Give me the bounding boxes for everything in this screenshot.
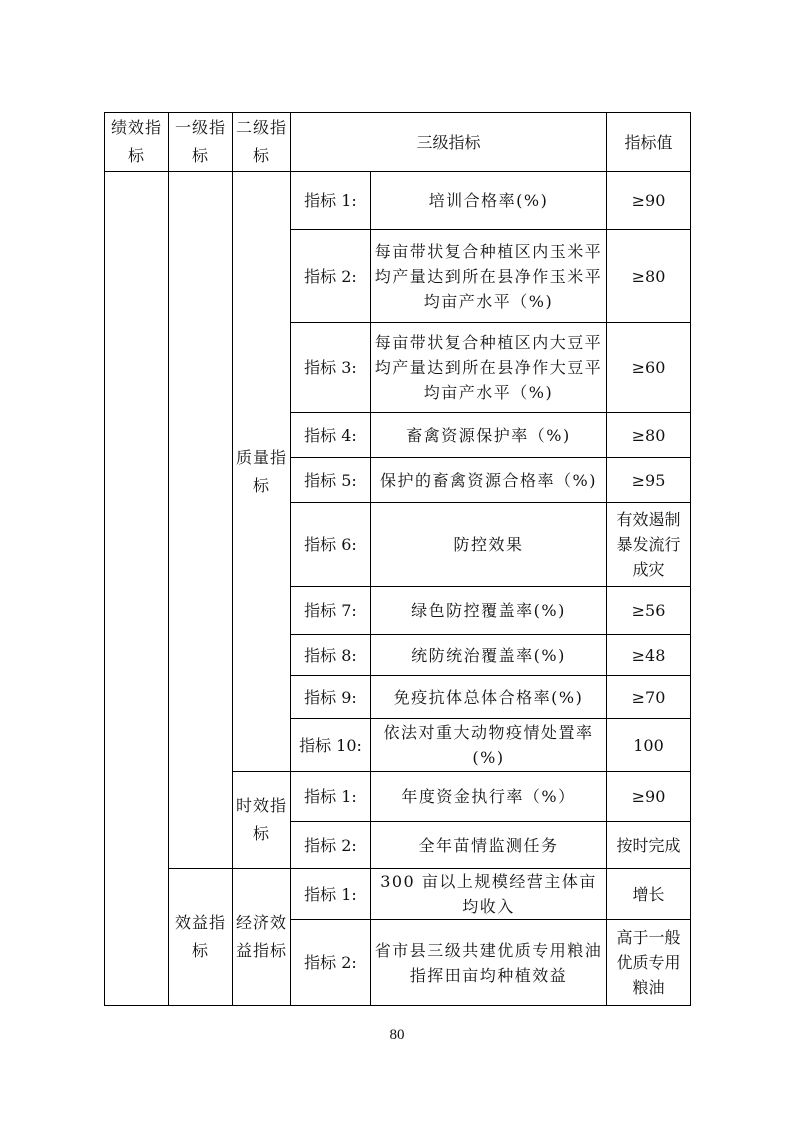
indicator-label: 指标 10: <box>291 719 371 772</box>
indicator-value: ≥90 <box>607 172 691 230</box>
indicator-value: ≥80 <box>607 230 691 323</box>
indicator-description: 300 亩以上规模经营主体亩均收入 <box>371 869 607 920</box>
indicator-value: ≥56 <box>607 587 691 635</box>
indicator-label: 指标 6: <box>291 503 371 587</box>
indicator-description: 保护的畜禽资源合格率（%) <box>371 458 607 503</box>
table-header-row <box>105 113 691 172</box>
indicator-description: 年度资金执行率（%） <box>371 772 607 822</box>
indicator-description: 畜禽资源保护率（%) <box>371 413 607 458</box>
indicator-label: 指标 8: <box>291 635 371 676</box>
header-value: 指标值 <box>607 113 691 172</box>
indicator-label: 指标 4: <box>291 413 371 458</box>
indicator-value: ≥95 <box>607 458 691 503</box>
header-performance: 绩效指标 <box>105 113 169 172</box>
indicator-label: 指标 1: <box>291 772 371 822</box>
quality-indicator-cell: 质量指标 <box>233 172 291 772</box>
indicator-label: 指标 3: <box>291 323 371 413</box>
page-number: 80 <box>389 1027 405 1043</box>
header-level1: 一级指标 <box>169 113 233 172</box>
indicator-value: 按时完成 <box>607 822 691 869</box>
performance-cell-empty <box>105 172 169 1006</box>
table-row <box>105 172 691 230</box>
indicator-value: ≥80 <box>607 413 691 458</box>
indicator-label: 指标 2: <box>291 230 371 323</box>
indicator-description: 每亩带状复合种植区内玉米平均产量达到所在县净作玉米平均亩产水平（%) <box>371 230 607 323</box>
indicator-value: 100 <box>607 719 691 772</box>
indicator-label: 指标 5: <box>291 458 371 503</box>
indicator-description: 培训合格率(%) <box>371 172 607 230</box>
indicator-description: 统防统治覆盖率(%) <box>371 635 607 676</box>
indicator-description: 省市县三级共建优质专用粮油指挥田亩均种植效益 <box>371 920 607 1006</box>
indicator-description: 全年苗情监测任务 <box>371 822 607 869</box>
indicator-description: 免疫抗体总体合格率(%) <box>371 676 607 719</box>
header-level2: 二级指标 <box>233 113 291 172</box>
indicator-description: 防控效果 <box>371 503 607 587</box>
table-row <box>105 869 691 920</box>
indicator-label: 指标 2: <box>291 920 371 1006</box>
indicator-label: 指标 9: <box>291 676 371 719</box>
indicator-value: ≥60 <box>607 323 691 413</box>
indicator-value: ≥90 <box>607 772 691 822</box>
indicator-description: 绿色防控覆盖率(%) <box>371 587 607 635</box>
indicator-label: 指标 1: <box>291 172 371 230</box>
indicator-label: 指标 7: <box>291 587 371 635</box>
indicator-label: 指标 1: <box>291 869 371 920</box>
indicator-value: 有效遏制暴发流行成灾 <box>607 503 691 587</box>
indicator-description: 每亩带状复合种植区内大豆平均产量达到所在县净作大豆平均亩产水平（%) <box>371 323 607 413</box>
indicator-value: 高于一般优质专用粮油 <box>607 920 691 1006</box>
indicator-value: ≥48 <box>607 635 691 676</box>
timeliness-indicator-cell: 时效指标 <box>233 772 291 869</box>
indicator-label: 指标 2: <box>291 822 371 869</box>
indicator-description: 依法对重大动物疫情处置率(%) <box>371 719 607 772</box>
indicator-value: ≥70 <box>607 676 691 719</box>
indicator-value: 增长 <box>607 869 691 920</box>
header-level3: 三级指标 <box>291 113 607 172</box>
economic-benefit-indicator-cell: 经济效益指标 <box>233 869 291 1006</box>
level1-cell-empty <box>169 172 233 869</box>
benefit-indicator-cell: 效益指标 <box>169 869 233 1006</box>
performance-indicator-table <box>104 112 691 1006</box>
